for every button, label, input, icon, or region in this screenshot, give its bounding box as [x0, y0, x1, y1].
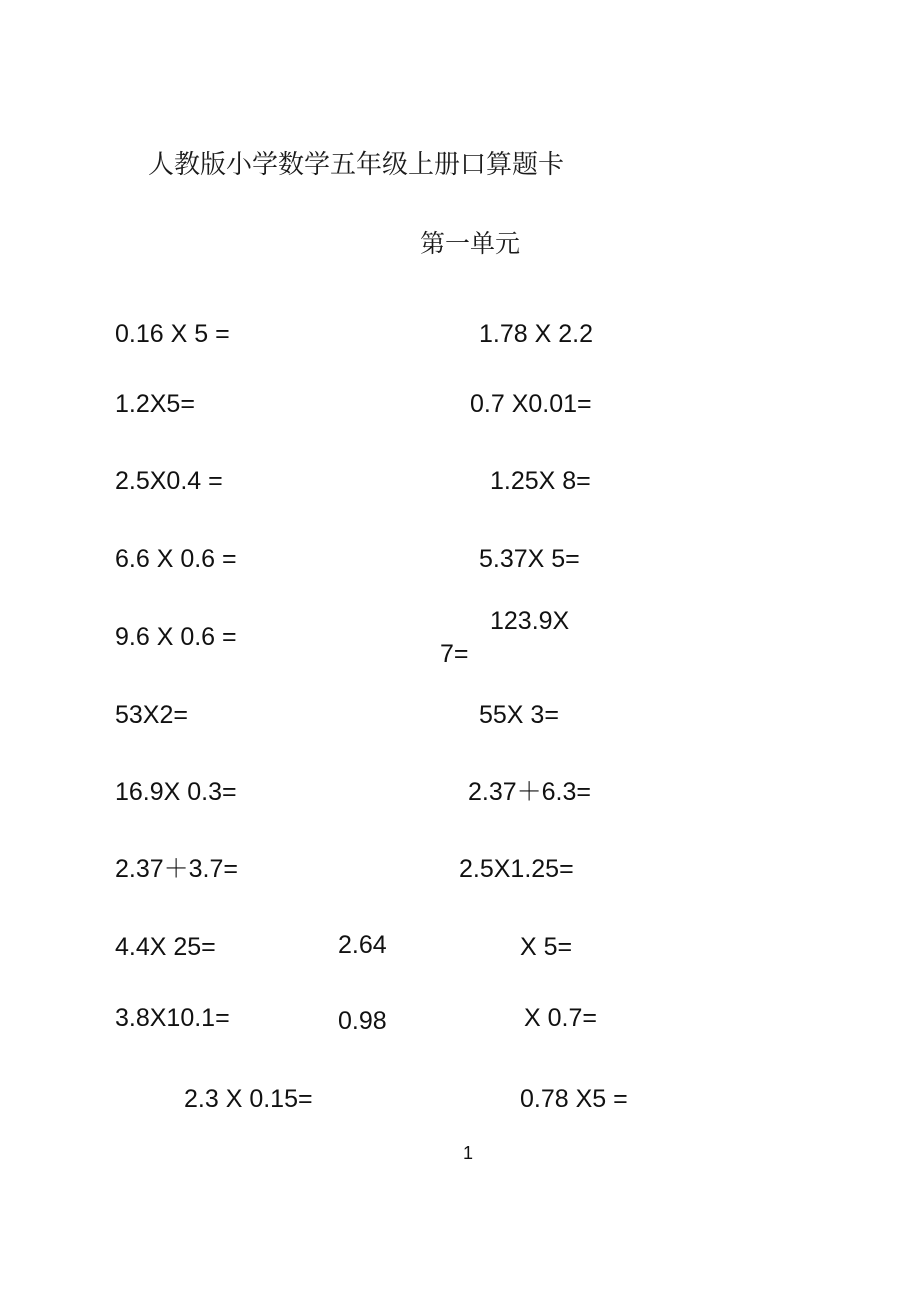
unit-heading: 第一单元 [420, 229, 521, 258]
problem: 53X2= [115, 701, 188, 729]
problem: 2.5X0.4 = [115, 467, 223, 495]
problem: 2.64 [338, 931, 387, 959]
problem: 5.37X 5= [479, 545, 580, 573]
problem: 123.9X [490, 607, 570, 635]
problem: 2.37＋3.7= [115, 855, 239, 883]
problem: 4.4X 25= [115, 933, 216, 961]
problem: 7= [440, 640, 469, 668]
problem: 16.9X 0.3= [115, 778, 237, 806]
problem: 9.6 X 0.6 = [115, 623, 237, 651]
problem: 55X 3= [479, 701, 559, 729]
problem: 1.25X 8= [490, 467, 591, 495]
problem: 2.37＋6.3= [468, 778, 592, 806]
problem: 0.98 [338, 1007, 387, 1035]
problem: 0.7 X0.01= [470, 390, 592, 418]
problem: 0.78 X5 = [520, 1085, 628, 1113]
problem: 2.3 X 0.15= [184, 1085, 313, 1113]
problem: X 5= [520, 933, 573, 961]
problem: 1.2X5= [115, 390, 195, 418]
problem: 2.5X1.25= [459, 855, 574, 883]
problem: 3.8X10.1= [115, 1004, 230, 1032]
problem: 6.6 X 0.6 = [115, 545, 237, 573]
problem: 0.16 X 5 = [115, 320, 230, 348]
problem: 1.78 X 2.2 [479, 320, 593, 348]
page-number: 1 [463, 1143, 474, 1163]
page-title: 人教版小学数学五年级上册口算题卡 [148, 150, 565, 180]
problem: X 0.7= [524, 1004, 597, 1032]
